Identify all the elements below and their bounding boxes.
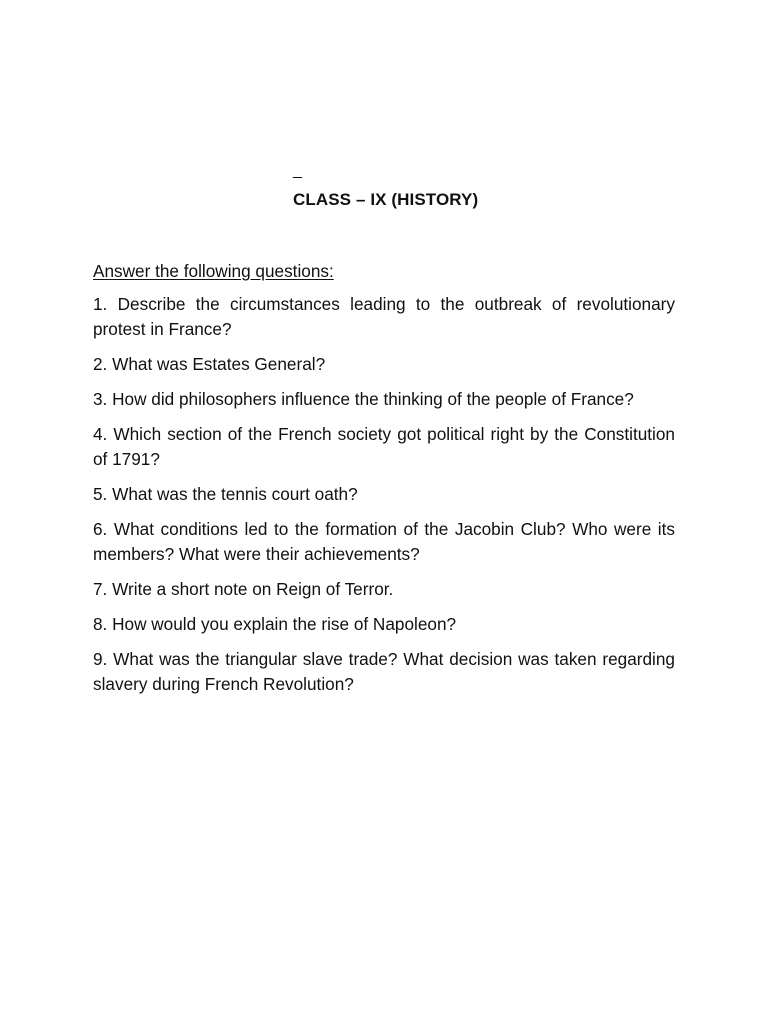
question-1: 1. Describe the circumstances leading to the outbreak of revolutionary protest in France? [93, 294, 675, 339]
dash-mark: _ [293, 162, 302, 179]
question-6: 6. What conditions led to the formation of the Jacobin Club? Who were its members? What were their achievements? [93, 519, 675, 564]
question-8: 8. How would you explain the rise of Napoleon? [93, 614, 457, 634]
page-title: CLASS – IX (HISTORY) [293, 190, 479, 209]
question-list [93, 259, 675, 707]
question-3: 3. How did philosophers influence the thinking of the people of France? [93, 389, 634, 409]
question-9: 9. What was the triangular slave trade? What decision was taken regarding slavery during French Revolution? [93, 649, 675, 694]
question-7: 7. Write a short note on Reign of Terror. [93, 579, 394, 599]
question-5: 5. What was the tennis court oath? [93, 484, 358, 504]
instruction-heading: Answer the following questions: [93, 261, 334, 281]
question-2: 2. What was Estates General? [93, 354, 326, 374]
question-4: 4. Which section of the French society got political right by the Constitution of 1791? [93, 424, 675, 469]
